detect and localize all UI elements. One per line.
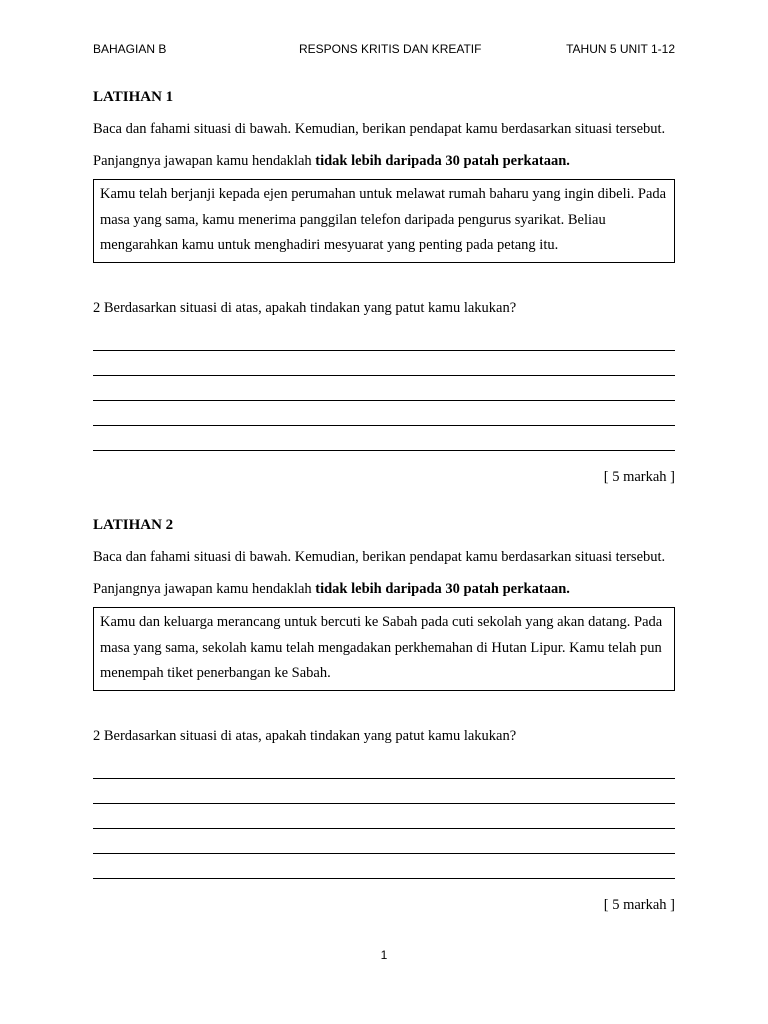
length-prefix: Panjangnya jawapan kamu hendaklah (93, 581, 316, 597)
answer-lines (93, 754, 675, 879)
answer-line[interactable] (93, 854, 675, 879)
question-text: 2 Berdasarkan situasi di atas, apakah tindakan yang patut kamu lakukan? (93, 299, 517, 316)
marks-label: [ 5 markah ] (603, 468, 675, 485)
header-section: BAHAGIAN B (93, 42, 167, 56)
exercise-title: LATIHAN 2 (93, 517, 174, 533)
answer-line[interactable] (93, 401, 675, 426)
page-number: 1 (380, 948, 388, 962)
answer-line[interactable] (93, 376, 675, 401)
header-level: TAHUN 5 UNIT 1-12 (566, 42, 675, 56)
answer-line[interactable] (93, 754, 675, 779)
exercise-1 (93, 88, 675, 487)
length-limit: tidak lebih daripada 30 patah perkataan. (315, 153, 570, 169)
page-header (93, 42, 675, 60)
length-requirement (93, 580, 675, 599)
instruction-text: Baca dan fahami situasi di bawah. Kemudian, berikan pendapat kamu berdasarkan situasi tersebut. (93, 121, 666, 137)
answer-line[interactable] (93, 426, 675, 451)
answer-line[interactable] (93, 351, 675, 376)
answer-lines (93, 326, 675, 451)
instruction-text: Baca dan fahami situasi di bawah. Kemudian, berikan pendapat kamu berdasarkan situasi tersebut. (93, 549, 666, 565)
header-title: RESPONS KRITIS DAN KREATIF (299, 42, 482, 56)
answer-line[interactable] (93, 804, 675, 829)
answer-line[interactable] (93, 829, 675, 854)
question-text: 2 Berdasarkan situasi di atas, apakah tindakan yang patut kamu lakukan? (93, 727, 517, 744)
situation-box: Kamu dan keluarga merancang untuk bercuti ke Sabah pada cuti sekolah yang akan datang. Pada masa yang sama, sekolah kamu telah mengadakan perkhemahan di Hutan Lipur. Kamu telah pun menempah tiket penerbangan ke Sabah. (93, 607, 675, 691)
situation-box: Kamu telah berjanji kepada ejen perumahan untuk melawat rumah baharu yang ingin dibeli. Pada masa yang sama, kamu menerima panggilan telefon daripada pengurus syarikat. Beliau mengarahkan kamu untuk menghadiri mesyuarat yang penting pada petang itu. (93, 179, 675, 263)
marks-label: [ 5 markah ] (603, 896, 675, 913)
length-limit: tidak lebih daripada 30 patah perkataan. (315, 581, 570, 597)
answer-line[interactable] (93, 326, 675, 351)
length-prefix: Panjangnya jawapan kamu hendaklah (93, 153, 316, 169)
exercise-2 (93, 516, 675, 915)
answer-line[interactable] (93, 779, 675, 804)
exercise-title: LATIHAN 1 (93, 89, 174, 105)
length-requirement (93, 152, 675, 171)
